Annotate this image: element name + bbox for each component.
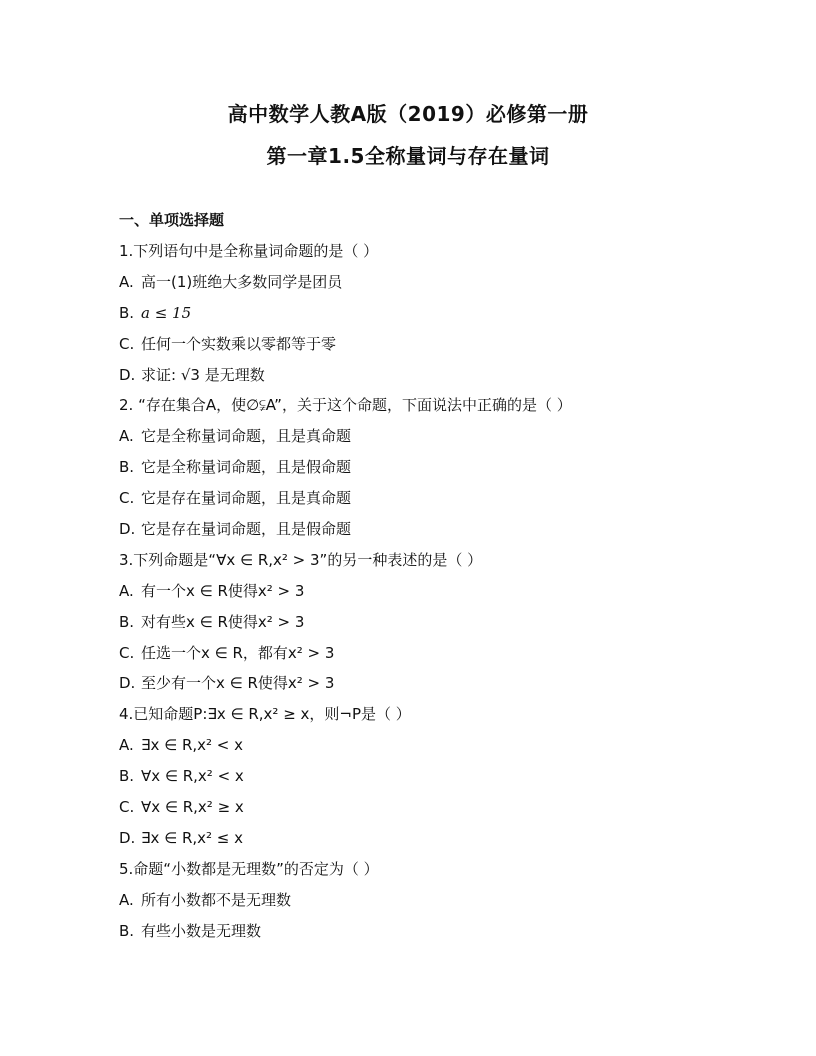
option-text: 有些小数是无理数	[141, 921, 262, 940]
option-label: C.	[119, 334, 135, 353]
option-4c	[119, 796, 759, 827]
option-text: 所有小数都不是无理数	[141, 890, 292, 909]
option-2a	[119, 425, 759, 456]
question-1	[119, 240, 759, 271]
question-5	[119, 858, 759, 889]
question-text: 1.下列语句中是全称量词命题的是（ ）	[119, 242, 379, 260]
option-1c	[119, 333, 759, 364]
option-3c	[119, 642, 759, 673]
document-title: 高中数学人教A版（2019）必修第一册	[227, 102, 589, 126]
option-5a	[119, 889, 759, 920]
option-label: D.	[119, 365, 136, 384]
option-label: C.	[119, 489, 135, 508]
question-2	[119, 394, 759, 425]
option-text: a ≤ 15	[141, 303, 192, 322]
option-text: 求证: √3 是无理数	[141, 365, 265, 384]
option-2b	[119, 456, 759, 487]
option-text: 它是存在量词命题，且是真命题	[141, 489, 352, 508]
option-text: 至少有一个x ∈ R使得x² > 3	[141, 674, 335, 693]
option-label: A.	[119, 427, 134, 446]
option-label: A.	[119, 736, 134, 755]
question-text: 5.命题“小数都是无理数”的否定为（ ）	[119, 859, 379, 878]
option-label: D.	[119, 674, 136, 693]
option-3d	[119, 672, 759, 703]
option-label: B.	[119, 458, 135, 477]
option-label: B.	[119, 767, 135, 786]
option-label: B.	[119, 612, 135, 631]
option-text: ∀x ∈ R,x² < x	[141, 767, 244, 786]
option-1b	[119, 302, 759, 333]
section-heading: 一、单项选择题	[119, 211, 225, 229]
option-1a	[119, 271, 759, 302]
option-3b	[119, 611, 759, 642]
option-text: ∃x ∈ R,x² ≤ x	[141, 828, 244, 847]
option-label: D.	[119, 520, 136, 539]
chapter-title: 第一章1.5全称量词与存在量词	[266, 144, 550, 168]
option-text: ∀x ∈ R,x² ≥ x	[141, 798, 244, 817]
question-text: 4.已知命题P:∃x ∈ R,x² ≥ x，则¬P是（ ）	[119, 705, 411, 724]
option-5b	[119, 920, 759, 951]
option-text: 有一个x ∈ R使得x² > 3	[141, 581, 305, 600]
option-label: A.	[119, 581, 134, 600]
option-1d	[119, 364, 759, 395]
option-text: 高一(1)班绝大多数同学是团员	[141, 272, 343, 291]
option-label: C.	[119, 798, 135, 817]
option-label: A.	[119, 272, 134, 291]
option-label: A.	[119, 890, 134, 909]
option-4d	[119, 827, 759, 858]
option-label: C.	[119, 643, 135, 662]
question-4	[119, 703, 759, 734]
option-text: 任选一个x ∈ R，都有x² > 3	[141, 643, 335, 662]
option-label: B.	[119, 303, 135, 322]
question-text: 3.下列命题是“∀x ∈ R,x² > 3”的另一种表述的是（ ）	[119, 550, 483, 569]
option-text: 它是存在量词命题，且是假命题	[141, 520, 352, 539]
question-text: 2. “存在集合A，使∅⫋A”，关于这个命题，下面说法中正确的是（ ）	[119, 396, 572, 415]
option-2c	[119, 487, 759, 518]
option-text: 任何一个实数乘以零都等于零	[141, 334, 337, 353]
option-text: 它是全称量词命题，且是假命题	[141, 458, 352, 477]
option-3a	[119, 580, 759, 611]
option-text: ∃x ∈ R,x² < x	[141, 736, 244, 755]
option-text: 对有些x ∈ R使得x² > 3	[141, 612, 305, 631]
question-3	[119, 549, 759, 580]
option-label: D.	[119, 828, 136, 847]
question-list	[119, 240, 759, 950]
option-4a	[119, 734, 759, 765]
option-text: 它是全称量词命题，且是真命题	[141, 427, 352, 446]
option-label: B.	[119, 921, 135, 940]
option-4b	[119, 765, 759, 796]
option-2d	[119, 518, 759, 549]
